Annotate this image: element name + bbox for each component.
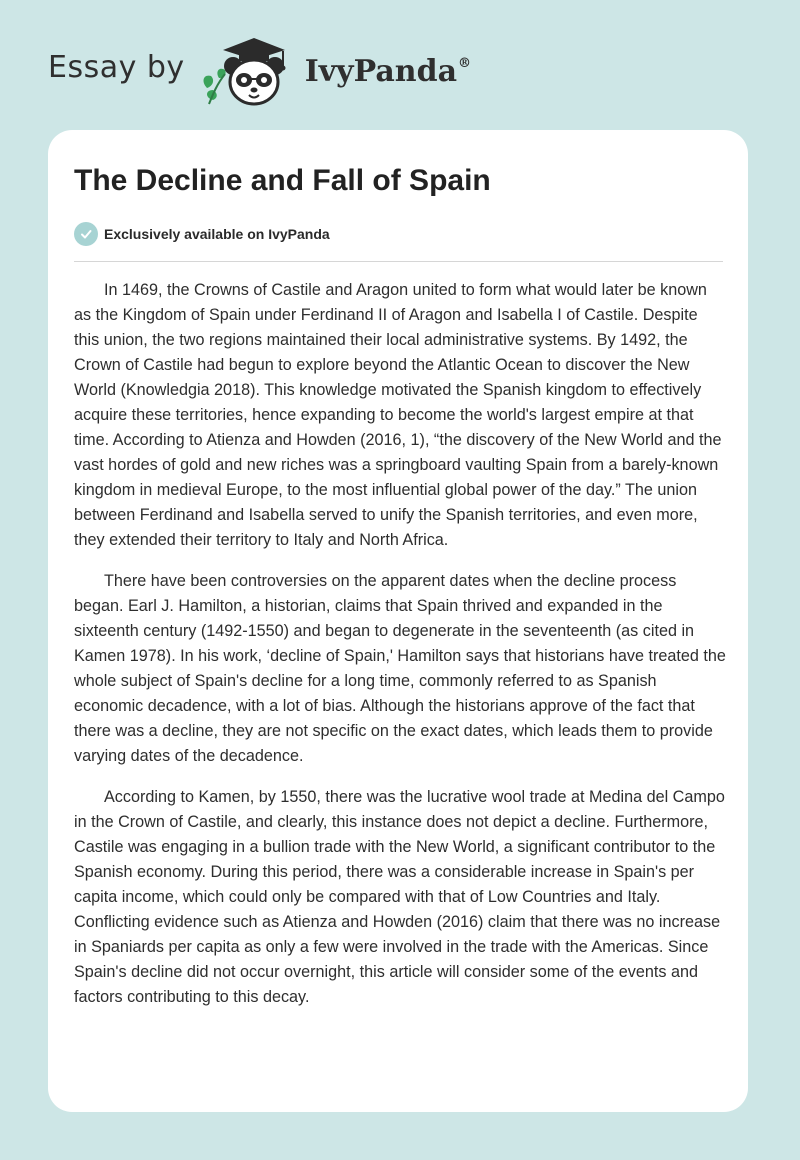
exclusive-label: Exclusively available on IvyPanda <box>104 226 330 242</box>
divider <box>74 261 723 262</box>
paragraph: According to Kamen, by 1550, there was the lucrative wool trade at Medina del Campo in the Crown of Castile, and clearly, this instance does not depict a decline. Furthermore, Castile was engaging in a bullion trade with the New World, a significant contributor to the Spanish economy. During this period, there was a considerable increase in Spain's per capita income, which could only be compared with that of Low Countries and Italy. Conflicting evidence such as Atienza and Howden (2016) claim that there was no increase in Spaniards per capita as only a few were involved in the trade with the Americas. Since Spain's decline did not occur overnight, this article will consider some of the events and factors contributing to this decay. <box>74 788 725 1006</box>
panda-graduate-logo-icon[interactable] <box>199 30 299 110</box>
exclusive-badge <box>74 222 330 246</box>
brand-text: IvyPanda <box>304 53 458 89</box>
site-header <box>48 30 471 110</box>
ivypanda-brand-name[interactable] <box>305 54 471 89</box>
paragraph: There have been controversies on the apparent dates when the decline process began. Earl J. Hamilton, a historian, claims that Spain thrived and expanded in the sixteenth century (1492-1550) and began to degenerate in the seventeenth (as cited in Kamen 1978). In his work, ‘decline of Spain,' Hamilton says that historians have treated the whole subject of Spain's decline for a long time, commonly referred to as Spanish economic decadence, with a lot of bias. Although the historians approve of the fact that there was a decline, they are not specific on the exact dates, which leads them to provide varying dates of the decadence. <box>74 572 726 765</box>
checkmark-icon <box>74 222 98 246</box>
registered-mark: ® <box>458 55 472 71</box>
essay-body <box>74 278 726 1026</box>
page-title: The Decline and Fall of Spain <box>74 164 491 197</box>
essay-card <box>48 130 748 1112</box>
paragraph: In 1469, the Crowns of Castile and Aragon united to form what would later be known as the Kingdom of Spain under Ferdinand II of Aragon and Isabella I of Castile. Despite this union, the two regions maintained their local administrative systems. By 1492, the Crown of Castile had begun to explore beyond the Atlantic Ocean to discover the New World (Knowledgia 2018). This knowledge motivated the Spanish kingdom to effectively acquire these territories, hence expanding to become the world's largest empire at that time. According to Atienza and Howden (2016, 1), “the discovery of the New World and the vast hordes of gold and new riches was a springboard vaulting Spain from a barely-known kingdom in medieval Europe, to the most influential global power of the day.” The union between Ferdinand and Isabella served to unify the Spanish territories, and even more, they extended their territory to Italy and North Africa. <box>74 281 722 549</box>
essay-by-label: Essay by <box>48 49 185 85</box>
